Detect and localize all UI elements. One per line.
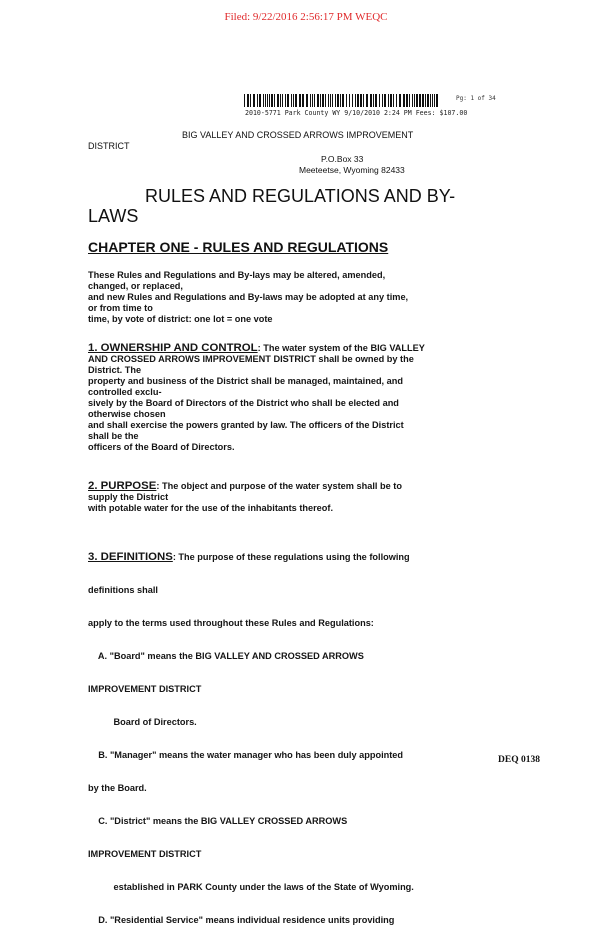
section-line: and shall exercise the powers granted by law. The officers of the District xyxy=(88,420,404,430)
section-line: IMPROVEMENT DISTRICT xyxy=(88,684,202,694)
section-line: apply to the terms used throughout these Rules and Regulations: xyxy=(88,618,374,628)
filed-stamp: Filed: 9/22/2016 2:56:17 PM WEQC xyxy=(224,11,388,23)
section-line: AND CROSSED ARROWS IMPROVEMENT DISTRICT shall be owned by the xyxy=(88,354,414,364)
section-line: definitions shall xyxy=(88,585,158,595)
section-purpose xyxy=(88,481,402,514)
section-line: IMPROVEMENT DISTRICT xyxy=(88,849,202,859)
section-heading: 1. OWNERSHIP AND CONTROL xyxy=(88,342,258,354)
section-ownership xyxy=(88,343,425,453)
intro-paragraph xyxy=(88,270,408,325)
section-first-line: 1. OWNERSHIP AND CONTROL: The water system of the BIG VALLEY xyxy=(88,342,425,354)
section-heading: 3. DEFINITIONS xyxy=(88,551,173,563)
section-line: District. The xyxy=(88,365,142,375)
section-line: A. "Board" means the BIG VALLEY AND CROSSED ARROWS xyxy=(88,651,364,661)
section-first-line: 2. PURPOSE: The object and purpose of the water system shall be to xyxy=(88,480,402,492)
intro-line: and new Rules and Regulations and By-laws may be adopted at any time, xyxy=(88,292,409,302)
footer-id: DEQ 0138 xyxy=(498,755,540,765)
intro-line: These Rules and Regulations and By-lays may be altered, amended, xyxy=(88,270,386,280)
section-line: otherwise chosen xyxy=(88,409,166,419)
intro-line: changed, or replaced, xyxy=(88,281,183,291)
section-line: sively by the Board of Directors of the District who shall be elected and xyxy=(88,398,399,408)
barcode xyxy=(244,94,440,107)
recording-info: 2010-5771 Park County WY 9/10/2010 2:24 PM Fees: $107.00 xyxy=(245,109,468,117)
section-line: with potable water for the use of the inhabitants thereof. xyxy=(88,503,334,513)
section-line: B. "Manager" means the water manager who has been duly appointed xyxy=(88,750,404,760)
recording-page: Pg: 1 of 34 xyxy=(456,95,496,102)
section-heading: 2. PURPOSE xyxy=(88,480,157,492)
org-line1: BIG VALLEY AND CROSSED ARROWS IMPROVEMENT xyxy=(182,130,414,140)
section-line: D. "Residential Service" means individual residence units providing xyxy=(88,915,395,925)
title-line1: RULES AND REGULATIONS AND BY- xyxy=(145,186,456,206)
address-line2: Meeteetse, Wyoming 82433 xyxy=(299,165,405,175)
intro-line: or from time to xyxy=(88,303,153,313)
section-line: property and business of the District shall be managed, maintained, and xyxy=(88,376,403,386)
address-line1: P.O.Box 33 xyxy=(321,154,364,164)
section-first-line: 3. DEFINITIONS: The purpose of these regulations using the following xyxy=(88,551,410,563)
section-line: officers of the Board of Directors. xyxy=(88,442,235,452)
chapter-heading: CHAPTER ONE - RULES AND REGULATIONS xyxy=(88,239,389,255)
section-line: by the Board. xyxy=(88,783,147,793)
org-line2: DISTRICT xyxy=(88,141,130,151)
section-line: Board of Directors. xyxy=(88,717,197,727)
section-line: shall be the xyxy=(88,431,139,441)
section-line: supply the District xyxy=(88,492,169,502)
title-line2: LAWS xyxy=(88,206,139,226)
section-line: C. "District" means the BIG VALLEY CROSSED ARROWS xyxy=(88,816,348,826)
section-definitions xyxy=(88,530,414,937)
section-line: controlled exclu- xyxy=(88,387,162,397)
intro-line: time, by vote of district: one lot = one vote xyxy=(88,314,273,324)
section-line: established in PARK County under the laws of the State of Wyoming. xyxy=(88,882,414,892)
